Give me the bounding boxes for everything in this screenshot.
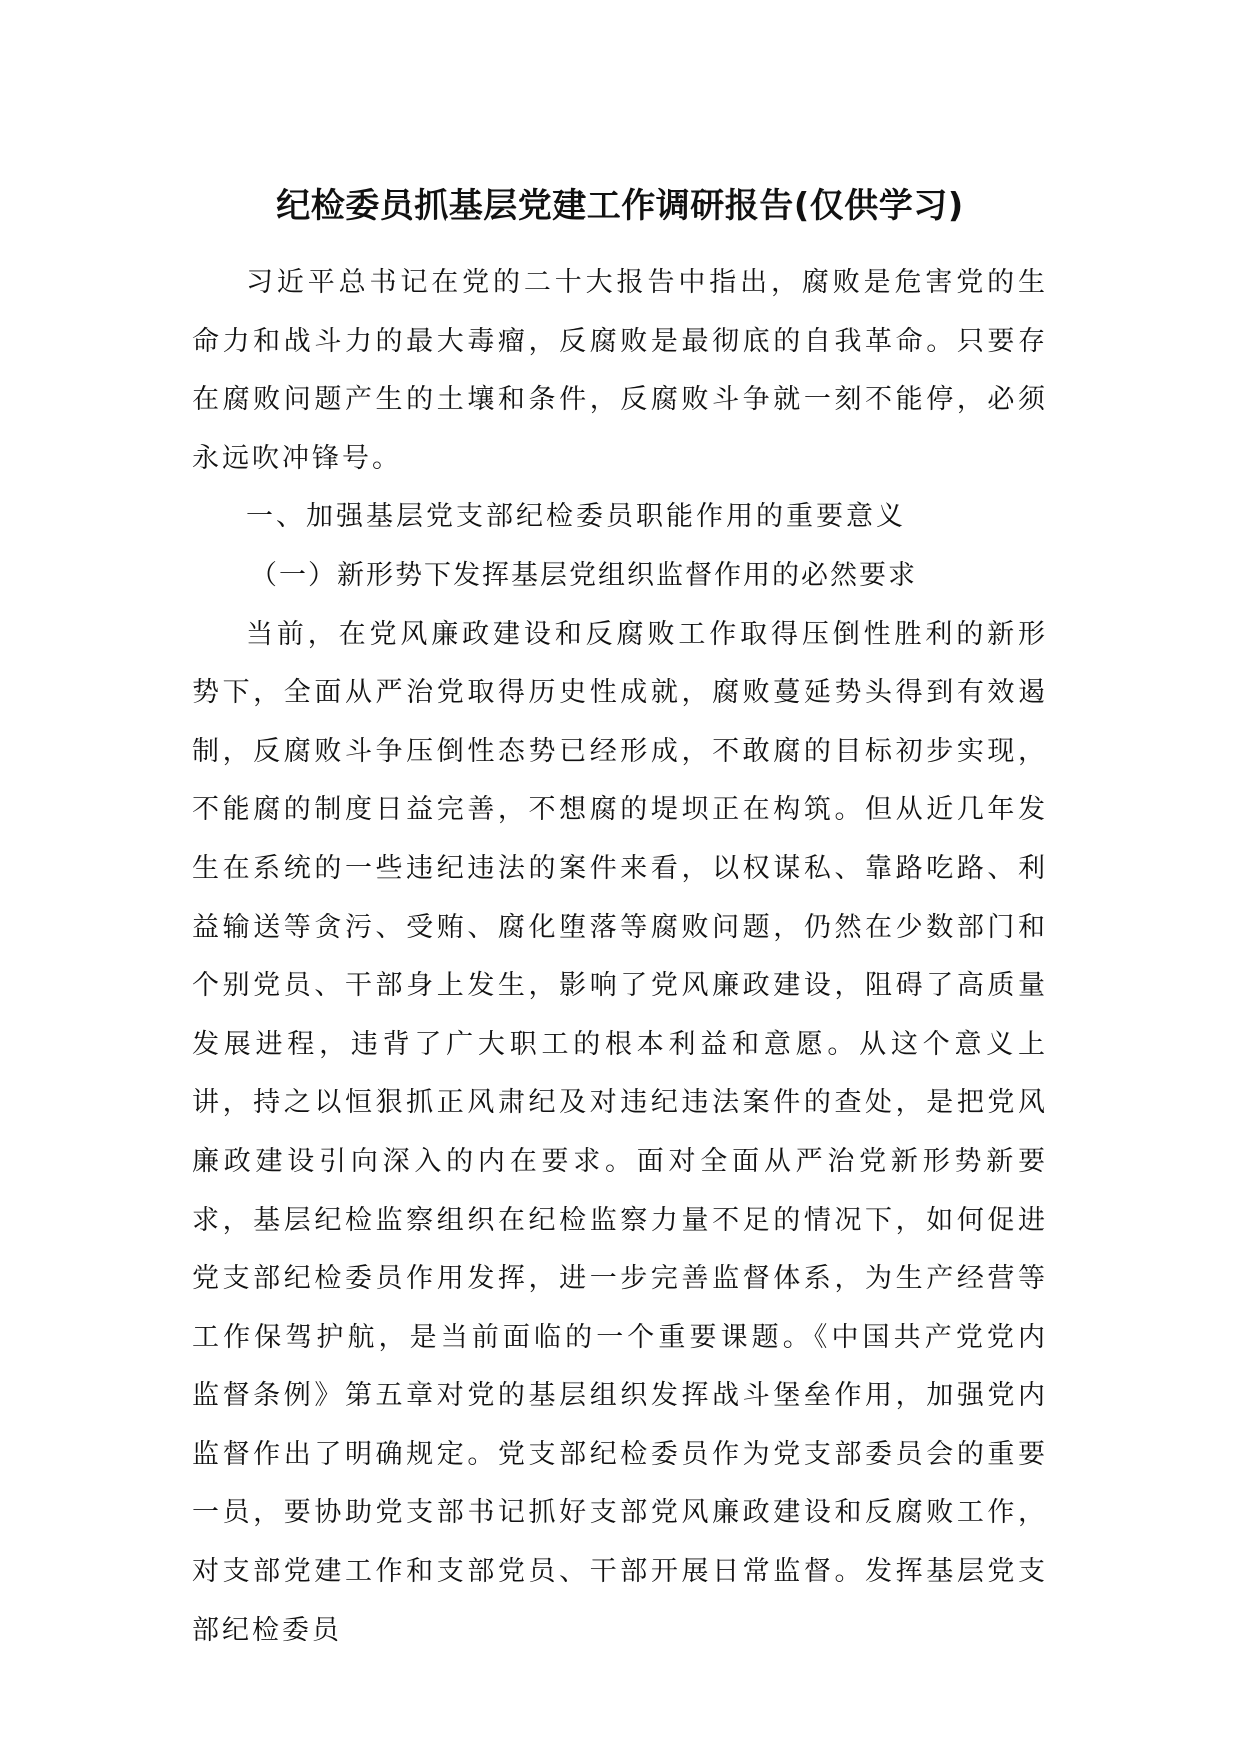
intro-paragraph: 习近平总书记在党的二十大报告中指出，腐败是危害党的生命力和战斗力的最大毒瘤，反腐败是最彻底的自我革命。只要存在腐败问题产生的土壤和条件，反腐败斗争就一刻不能停，必须永远吹冲锋号。: [192, 267, 1048, 474]
section-heading: 一、加强基层党支部纪检委员职能作用的重要意义: [246, 501, 906, 533]
subsection-heading: （一）新形势下发挥基层党组织监督作用的必然要求: [250, 559, 917, 591]
body-paragraph: 当前，在党风廉政建设和反腐败工作取得压倒性胜利的新形势下，全面从严治党取得历史性成就，腐败蔓延势头得到有效遏制，反腐败斗争压倒性态势已经形成，不敢腐的目标初步实现，不能腐的制度日益完善，不想腐的堤坝正在构筑。但从近几年发生在系统的一些违纪违法的案件来看，以权谋私、靠路吃路、利益输送等贪污、受贿、腐化堕落等腐败问题，仍然在少数部门和个别党员、干部身上发生，影响了党风廉政建设，阻碍了高质量发展进程，违背了广大职工的根本利益和意愿。从这个意义上讲，持之以恒狠抓正风肃纪及对违纪违法案件的查处，是把党风廉政建设引向深入的内在要求。面对全面从严治党新形势新要求，基层纪检监察组织在纪检监察力量不足的情况下，如何促进党支部纪检委员作用发挥，进一步完善监督体系，为生产经营等工作保驾护航，是当前面临的一个重要课题。《中国共产党党内监督条例》第五章对党的基层组织发挥战斗堡垒作用，加强党内监督作出了明确规定。党支部纪检委员作为党支部委员会的重要一员，要协助党支部书记抓好支部党风廉政建设和反腐败工作，对支部党建工作和支部党员、干部开展日常监督。发挥基层党支部纪检委员: [192, 618, 1048, 1646]
document-body: [192, 254, 1048, 1660]
document-title: 纪检委员抓基层党建工作调研报告(仅供学习): [276, 186, 964, 226]
